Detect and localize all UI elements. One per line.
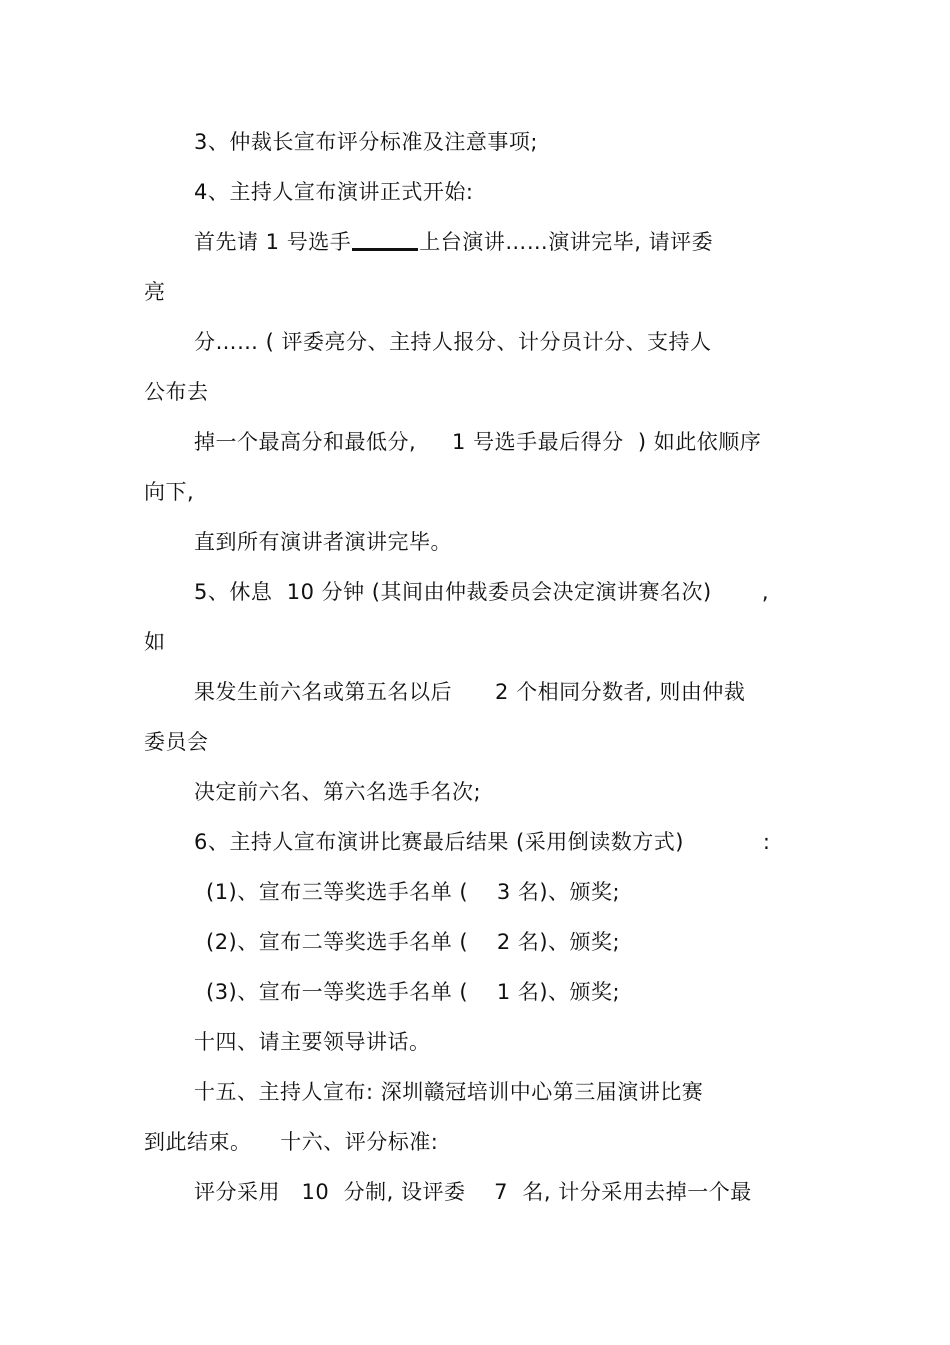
text-line: 3、仲裁长宣布评分标准及注意事项;	[194, 130, 538, 154]
text-line: 如	[144, 630, 166, 654]
text-line: 十五、主持人宣布: 深圳赣冠培训中心第三届演讲比赛	[194, 1080, 704, 1104]
text-line: 亮	[144, 280, 166, 304]
text-line: 十四、请主要领导讲话。	[194, 1030, 431, 1054]
text-segment: 首先请 1 号选手	[194, 230, 352, 254]
text-line: 评分采用 10 分制, 设评委 7 名, 计分采用去掉一个最	[194, 1180, 752, 1204]
text-line: 委员会	[144, 730, 209, 754]
text-line	[194, 227, 713, 257]
text-line: 到此结束。 十六、评分标准:	[144, 1130, 439, 1154]
text-line: 向下,	[144, 480, 195, 504]
text-line: 掉一个最高分和最低分, 1 号选手最后得分 ) 如此依顺序	[194, 430, 762, 454]
text-line: (2)、宣布二等奖选手名单 ( 2 名)、颁奖;	[206, 930, 621, 954]
text-line: (1)、宣布三等奖选手名单 ( 3 名)、颁奖;	[206, 880, 621, 904]
text-line: 直到所有演讲者演讲完毕。	[194, 530, 452, 554]
text-line: (3)、宣布一等奖选手名单 ( 1 名)、颁奖;	[206, 980, 621, 1004]
text-line: 决定前六名、第六名选手名次;	[194, 780, 482, 804]
text-line: 4、主持人宣布演讲正式开始:	[194, 180, 474, 204]
text-line: 公布去	[144, 380, 209, 404]
text-line: 6、主持人宣布演讲比赛最后结果 (采用倒读数方式) :	[194, 830, 771, 854]
fill-in-blank	[352, 228, 418, 251]
text-line: 分…… ( 评委亮分、主持人报分、计分员计分、支持人	[194, 330, 712, 354]
text-segment: 上台演讲……演讲完毕, 请评委	[419, 230, 714, 254]
text-line: 5、休息 10 分钟 (其间由仲裁委员会决定演讲赛名次) ,	[194, 580, 770, 604]
text-line: 果发生前六名或第五名以后 2 个相同分数者, 则由仲裁	[194, 680, 746, 704]
